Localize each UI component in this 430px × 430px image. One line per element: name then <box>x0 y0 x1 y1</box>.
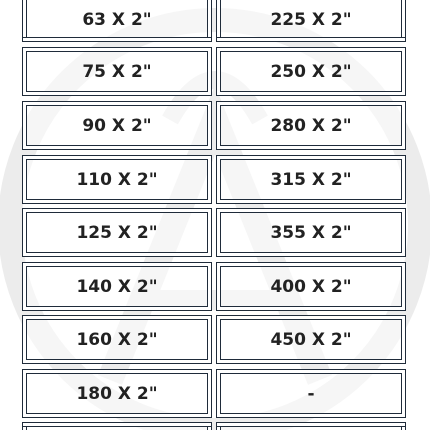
size-cell[interactable] <box>216 422 406 430</box>
size-cell[interactable]: 450 X 2" <box>216 315 406 364</box>
size-cell[interactable]: - <box>216 369 406 418</box>
size-cell[interactable]: 400 X 2" <box>216 262 406 311</box>
size-cell[interactable] <box>22 422 212 430</box>
size-cell[interactable]: 250 X 2" <box>216 47 406 96</box>
size-cell[interactable]: 125 X 2" <box>22 208 212 257</box>
size-cell[interactable]: 355 X 2" <box>216 208 406 257</box>
size-cell[interactable]: 140 X 2" <box>22 262 212 311</box>
size-cell[interactable]: 63 X 2" <box>22 0 212 42</box>
size-cell[interactable]: 160 X 2" <box>22 315 212 364</box>
size-cell[interactable]: 280 X 2" <box>216 101 406 150</box>
size-cell[interactable]: 180 X 2" <box>22 369 212 418</box>
size-cell[interactable]: 90 X 2" <box>22 101 212 150</box>
size-cell[interactable]: 75 X 2" <box>22 47 212 96</box>
size-cell[interactable]: 315 X 2" <box>216 155 406 204</box>
size-cell[interactable]: 225 X 2" <box>216 0 406 42</box>
size-cell[interactable]: 110 X 2" <box>22 155 212 204</box>
